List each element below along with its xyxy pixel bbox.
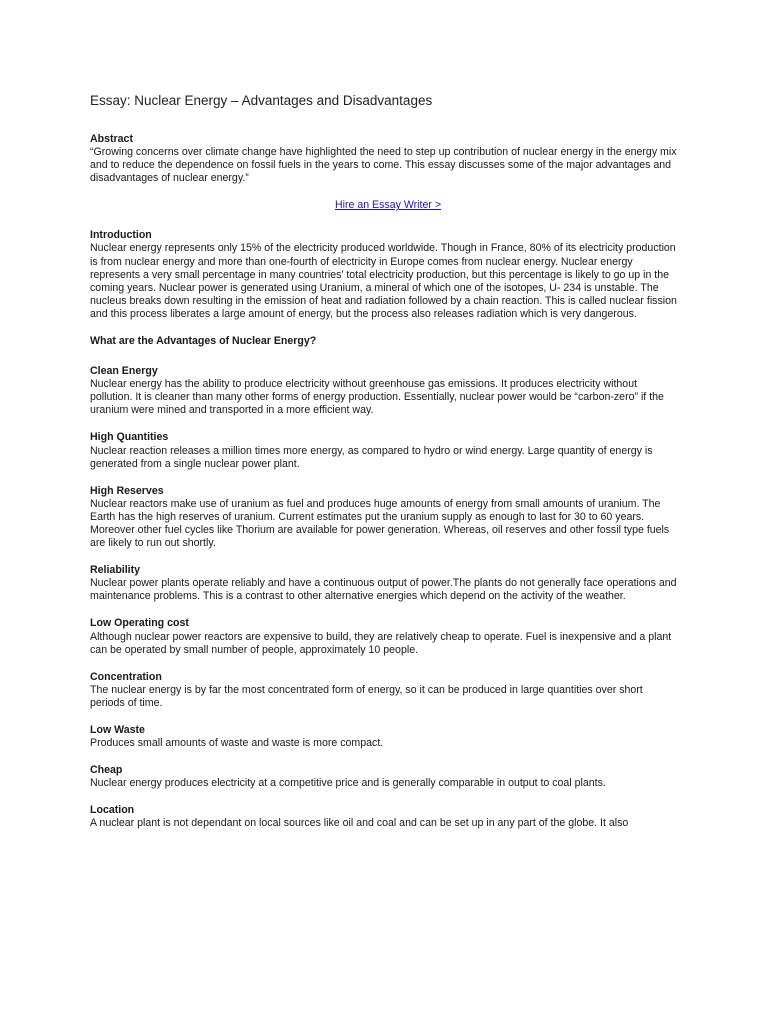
advantage-body: The nuclear energy is by far the most concentrated form of energy, so it can be produced in large quantities over short periods of time. xyxy=(90,683,643,709)
advantage-reliability xyxy=(90,564,678,603)
advantage-heading: Reliability xyxy=(90,564,141,577)
advantage-high-quantities xyxy=(90,431,678,470)
advantage-heading: Low Waste xyxy=(90,724,145,736)
document-page xyxy=(90,92,678,845)
hire-essay-writer-link[interactable]: Hire an Essay Writer > xyxy=(334,199,442,212)
advantage-body: Nuclear energy has the ability to produce electricity without greenhouse gas emissions. It produces electricity without pollution. It is cleaner than many other forms of energy production. Essentially, nuclear power would be “carbon-zero” if the uranium were mined and transported in a more efficient way. xyxy=(90,378,664,417)
advantage-low-waste xyxy=(90,724,678,750)
introduction-heading: Introduction xyxy=(90,229,152,242)
advantage-heading: Low Operating cost xyxy=(90,617,189,630)
advantage-cheap xyxy=(90,764,678,790)
advantage-low-operating-cost xyxy=(90,617,678,656)
advantage-heading: Cheap xyxy=(90,764,123,777)
advantage-heading: Concentration xyxy=(90,670,162,683)
advantage-body: Nuclear reaction releases a million times more energy, as compared to hydro or wind energy. Large quantity of energy is generated from a single nuclear power plant. xyxy=(90,444,653,470)
advantages-question-heading: What are the Advantages of Nuclear Energy? xyxy=(90,335,317,348)
advantage-concentration xyxy=(90,671,678,710)
advantage-body: Although nuclear power reactors are expensive to build, they are relatively cheap to operate. Fuel is inexpensive and a plant can be operated by small number of people, approximately 10 people. xyxy=(90,630,672,656)
abstract-heading: Abstract xyxy=(90,133,133,145)
advantage-heading: Location xyxy=(90,804,135,817)
advantage-body: Produces small amounts of waste and waste is more compact. xyxy=(90,737,384,750)
document-title: Essay: Nuclear Energy – Advantages and Disadvantages xyxy=(90,93,433,108)
advantage-clean-energy xyxy=(90,365,678,417)
introduction-section xyxy=(90,229,678,321)
advantage-body: Nuclear power plants operate reliably and have a continuous output of power.The plants do not generally face operations and maintenance problems. This is a contrast to other alternative energies which depend on the activity of the weather. xyxy=(90,577,677,603)
advantage-heading: High Reserves xyxy=(90,484,164,497)
advantage-heading: High Quantities xyxy=(90,431,169,444)
advantage-body: Nuclear reactors make use of uranium as fuel and produces huge amounts of energy from small amounts of uranium. The Earth has the high reserves of uranium. Current estimates put the uranium supply as enough to last for 30 to 60 years. Moreover other fuel cycles like Thorium are available for power generation. Whereas, oil reserves and other fossil type fuels are likely to run out shortly. xyxy=(90,497,670,550)
advantage-location xyxy=(90,804,678,830)
abstract-body: “Growing concerns over climate change have highlighted the need to step up contribution of nuclear energy in the energy mix and to reduce the dependence on fossil fuels in the years to come. This essay discusses some of the major advantages and disadvantages of nuclear energy.” xyxy=(90,146,677,185)
advantage-body: A nuclear plant is not dependant on local sources like oil and coal and can be set up in any part of the globe. It also xyxy=(90,817,629,830)
abstract-section xyxy=(90,133,678,185)
introduction-body: Nuclear energy represents only 15% of the electricity produced worldwide. Though in France, 80% of its electricity production is from nuclear energy and more than one-fourth of electricity in Europe comes from nuclear energy. Nuclear energy represents a very small percentage in many countries’ total electricity production, but this percentage is likely to go up in the coming years. Nuclear power is generated using Uranium, a mineral of which one of the isotopes, U- 234 is unstable. The nucleus breaks down resulting in the emission of heat and radiation followed by a chain reaction. This is called nuclear fission and this process liberates a large amount of energy, but the process also releases radiation which is very dangerous. xyxy=(90,242,677,320)
advantage-body: Nuclear energy produces electricity at a competitive price and is generally comparable in output to coal plants. xyxy=(90,777,606,790)
advantage-high-reserves xyxy=(90,485,678,550)
advantage-heading: Clean Energy xyxy=(90,365,158,378)
